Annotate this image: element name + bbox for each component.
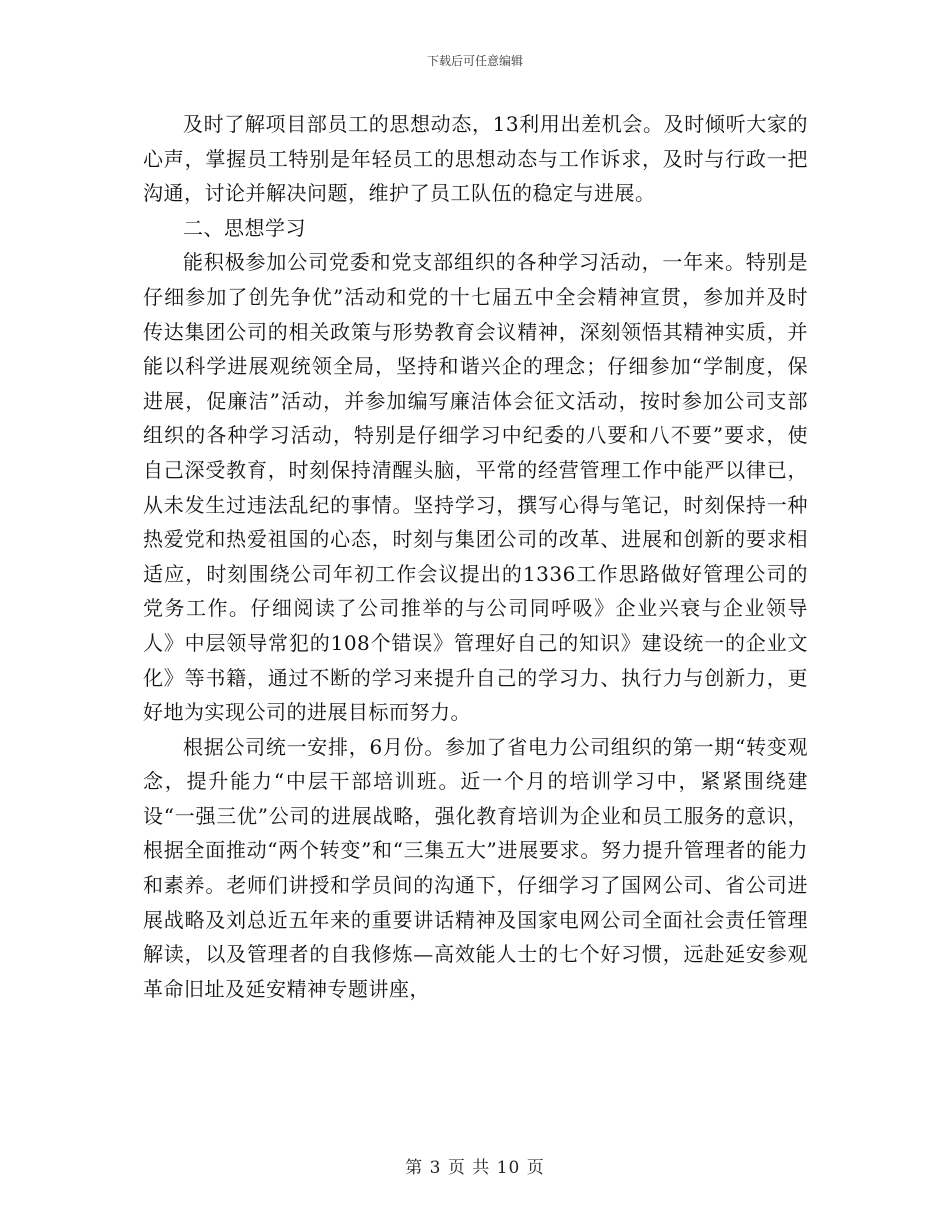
document-body — [143, 107, 808, 1006]
page-header: 下载后可任意编辑 — [426, 54, 523, 68]
paragraph-3: 根据公司统一安排，6月份。参加了省电力公司组织的第一期“转变观念，提升能力“中层干部培训班。近一个月的培训学习中，紧紧围绕建设“一强三优”公司的进展战略，强化教育培训为企业和员工服务的意识，根据全面推动“两个转变”和“三集五大”进展要求。努力提升管理者的能力和素养。老师们讲授和学员间的沟通下，仔细学习了国网公司、省公司进展战略及刘总近五年来的重要讲话精神及国家电网公司全面社会责任管理解读，以及管理者的自我修炼—高效能人士的七个好习惯，远赴延安参观革命旧址及延安精神专题讲座， — [143, 734, 808, 1001]
page-number: 第 3 页 共 10 页 — [405, 1158, 545, 1178]
section-heading: 二、思想学习 — [183, 215, 306, 240]
paragraph-2: 能积极参加公司党委和党支部组织的各种学习活动，一年来。特别是仔细参加了创先争优”活动和党的十七届五中全会精神宣贯，参加并及时传达集团公司的相关政策与形势教育会议精神，深刻领悟其精神实质，并能以科学进展观统领全局，坚持和谐兴企的理念；仔细参加“学制度，保进展，促廉洁”活动，并参加编写廉洁体会征文活动，按时参加公司支部组织的各种学习活动，特别是仔细学习中纪委的八要和八不要”要求，使自己深受教育，时刻保持清醒头脑，平常的经营管理工作中能严以律已，从未发生过违法乱纪的事情。坚持学习，撰写心得与笔记，时刻保持一种热爱党和热爱祖国的心态，时刻与集团公司的改革、进展和创新的要求相适应，时刻围绕公司年初工作会议提出的1336工作思路做好管理公司的党务工作。仔细阅读了公司推举的与公司同呼吸》企业兴衰与企业领导人》中层领导常犯的108个错误》管理好自己的知识》建设统一的企业文化》等书籍，通过不断的学习来提升自己的学习力、执行力与创新力，更好地为实现公司的进展目标而努力。 — [143, 250, 808, 725]
paragraph-1: 及时了解项目部员工的思想动态，13利用出差机会。及时倾听大家的心声，掌握员工特别是年轻员工的思想动态与工作诉求，及时与行政一把沟通，讨论并解决问题，维护了员工队伍的稳定与进展。 — [143, 112, 808, 206]
